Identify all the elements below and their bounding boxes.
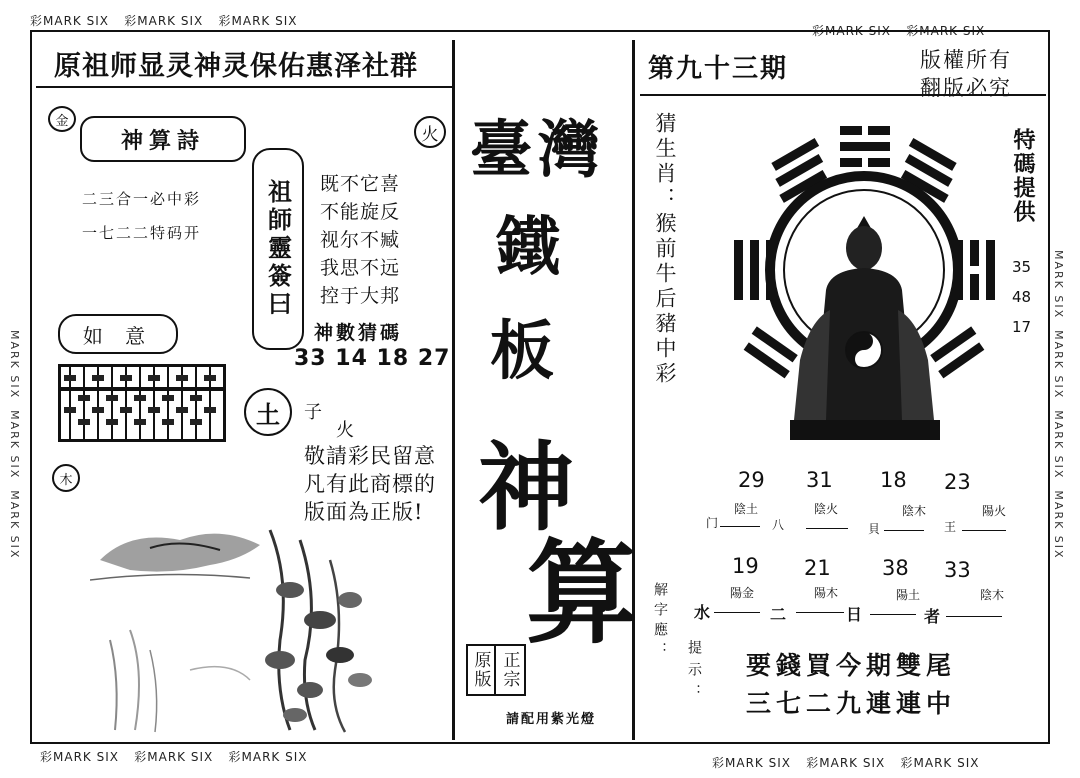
row1-blank bbox=[884, 530, 924, 531]
row2-tag: 陽金 bbox=[730, 586, 755, 600]
guess-label: 神數猜碼 bbox=[314, 322, 403, 344]
landscape-sketch bbox=[90, 520, 420, 735]
watermark-top-right: 彩MARK SIX 彩MARK SIX bbox=[812, 24, 986, 38]
row2-blank bbox=[796, 612, 844, 613]
title-taiwan: 臺灣 bbox=[470, 113, 607, 186]
element-badge-mu: 木 bbox=[52, 464, 80, 492]
element-badge-huo: 火 bbox=[414, 116, 446, 148]
copyright-line-2: 翻版必究 bbox=[920, 76, 1012, 100]
row1-tag: 陰火 bbox=[814, 502, 839, 516]
row2-tag: 陽木 bbox=[814, 586, 839, 600]
title-suan: 算 bbox=[526, 528, 638, 659]
authentic-stamp bbox=[466, 644, 526, 696]
tema-numbers bbox=[1012, 252, 1031, 342]
slogan-line-2: 三七二九連連中 bbox=[746, 689, 957, 718]
landscape-graphic bbox=[90, 520, 420, 735]
element-badge-jin: 金 bbox=[48, 106, 76, 132]
verse-line: 不能旋反 bbox=[320, 201, 401, 223]
row1-blank bbox=[720, 526, 760, 527]
row1-number: 31 bbox=[806, 468, 833, 492]
row1-char: 貝 bbox=[868, 522, 881, 536]
copyright-line-1: 版權所有 bbox=[920, 48, 1012, 72]
uv-lamp-note: 請配用紫光燈 bbox=[506, 712, 597, 727]
row2-char: 者 bbox=[924, 607, 941, 626]
deity-graphic bbox=[730, 120, 998, 460]
row1-number: 23 bbox=[944, 470, 971, 494]
hint-line-2: 一七二二特码开 bbox=[82, 224, 202, 242]
oracle-label-box bbox=[252, 148, 304, 350]
abacus-image bbox=[58, 364, 226, 442]
row2-blank bbox=[714, 612, 760, 613]
row2-number: 38 bbox=[882, 556, 909, 580]
verse-line: 我思不远 bbox=[320, 257, 401, 279]
row1-char: 八 bbox=[772, 518, 785, 532]
verse-line: 视尔不臧 bbox=[320, 229, 401, 251]
element-badge-tu: 土 bbox=[244, 388, 292, 436]
zi-label: 子 bbox=[304, 402, 322, 423]
title-shen: 神 bbox=[478, 431, 574, 544]
row1-blank bbox=[962, 530, 1006, 531]
tema-number: 48 bbox=[1012, 288, 1032, 306]
notice-huo: 火 bbox=[336, 420, 354, 441]
row2-tag: 陰木 bbox=[980, 588, 1005, 602]
notice-line: 版面為正版! bbox=[304, 500, 424, 524]
tema-number: 17 bbox=[1012, 318, 1032, 336]
row2-blank bbox=[946, 616, 1002, 617]
hint-line-1: 二三合一必中彩 bbox=[82, 190, 202, 208]
row1-blank bbox=[806, 528, 848, 529]
notice-line: 凡有此商標的 bbox=[304, 472, 436, 496]
row1-tag: 陰土 bbox=[734, 502, 759, 516]
row1-char: 王 bbox=[944, 520, 957, 534]
verse-line: 控于大邦 bbox=[320, 285, 401, 307]
deity-bagua-illustration bbox=[730, 120, 998, 460]
issue-number: 第九十三期 bbox=[648, 54, 789, 84]
zodiac-hint: 猜生肖：猴前牛后豬中彩 bbox=[653, 112, 677, 387]
row1-tag: 陽火 bbox=[982, 504, 1007, 518]
row2-number: 21 bbox=[804, 556, 831, 580]
tema-number: 35 bbox=[1012, 258, 1032, 276]
poem-title: 神算詩 bbox=[80, 116, 246, 162]
tishi-label: 提示： bbox=[686, 640, 702, 706]
verse-block bbox=[320, 170, 400, 310]
left-header-rule bbox=[36, 86, 452, 88]
row1-tag: 陰木 bbox=[902, 504, 927, 518]
notice-line: 敬請彩民留意 bbox=[304, 444, 436, 468]
row2-number: 33 bbox=[944, 558, 971, 582]
title-tie: 鐵 bbox=[496, 210, 560, 285]
row1-number: 29 bbox=[738, 468, 765, 492]
ruyi-label: 如 意 bbox=[58, 314, 178, 354]
verse-line: 既不它喜 bbox=[320, 173, 401, 195]
row2-char: 二 bbox=[770, 605, 787, 624]
jiezi-label: 解字應： bbox=[652, 582, 668, 662]
divider-left bbox=[452, 40, 455, 740]
slogan-line-1: 要錢買今期雙尾 bbox=[746, 651, 957, 680]
watermark-bottom-right: 彩MARK SIX 彩MARK SIX 彩MARK SIX bbox=[712, 756, 980, 770]
watermark-top-left: 彩MARK SIX 彩MARK SIX 彩MARK SIX bbox=[30, 14, 298, 28]
row2-blank bbox=[870, 614, 916, 615]
row2-char: 水 bbox=[694, 603, 711, 622]
stamp-left: 原版 bbox=[468, 646, 496, 694]
title-ban: 板 bbox=[490, 314, 554, 389]
row2-tag: 陽土 bbox=[896, 588, 921, 602]
notice-block bbox=[304, 442, 436, 526]
watermark-right-vertical: MARK SIX MARK SIX MARK SIX MARK SIX bbox=[1052, 250, 1065, 560]
row2-char: 日 bbox=[846, 605, 863, 624]
row1-char: 门 bbox=[706, 516, 719, 530]
oracle-label: 祖師靈簽曰 bbox=[263, 179, 293, 319]
row2-number: 19 bbox=[732, 554, 759, 578]
stamp-right: 正宗 bbox=[499, 651, 520, 689]
tema-label: 特碼提供 bbox=[1010, 128, 1036, 224]
watermark-bottom-left: 彩MARK SIX 彩MARK SIX 彩MARK SIX bbox=[40, 750, 308, 764]
guess-numbers: 33 14 18 27 bbox=[294, 346, 451, 371]
row1-number: 18 bbox=[880, 468, 907, 492]
abacus-graphic bbox=[61, 367, 223, 439]
watermark-left-vertical: MARK SIX MARK SIX MARK SIX bbox=[8, 330, 21, 560]
group-title: 原祖师显灵神灵保佑惠泽社群 bbox=[54, 51, 418, 82]
